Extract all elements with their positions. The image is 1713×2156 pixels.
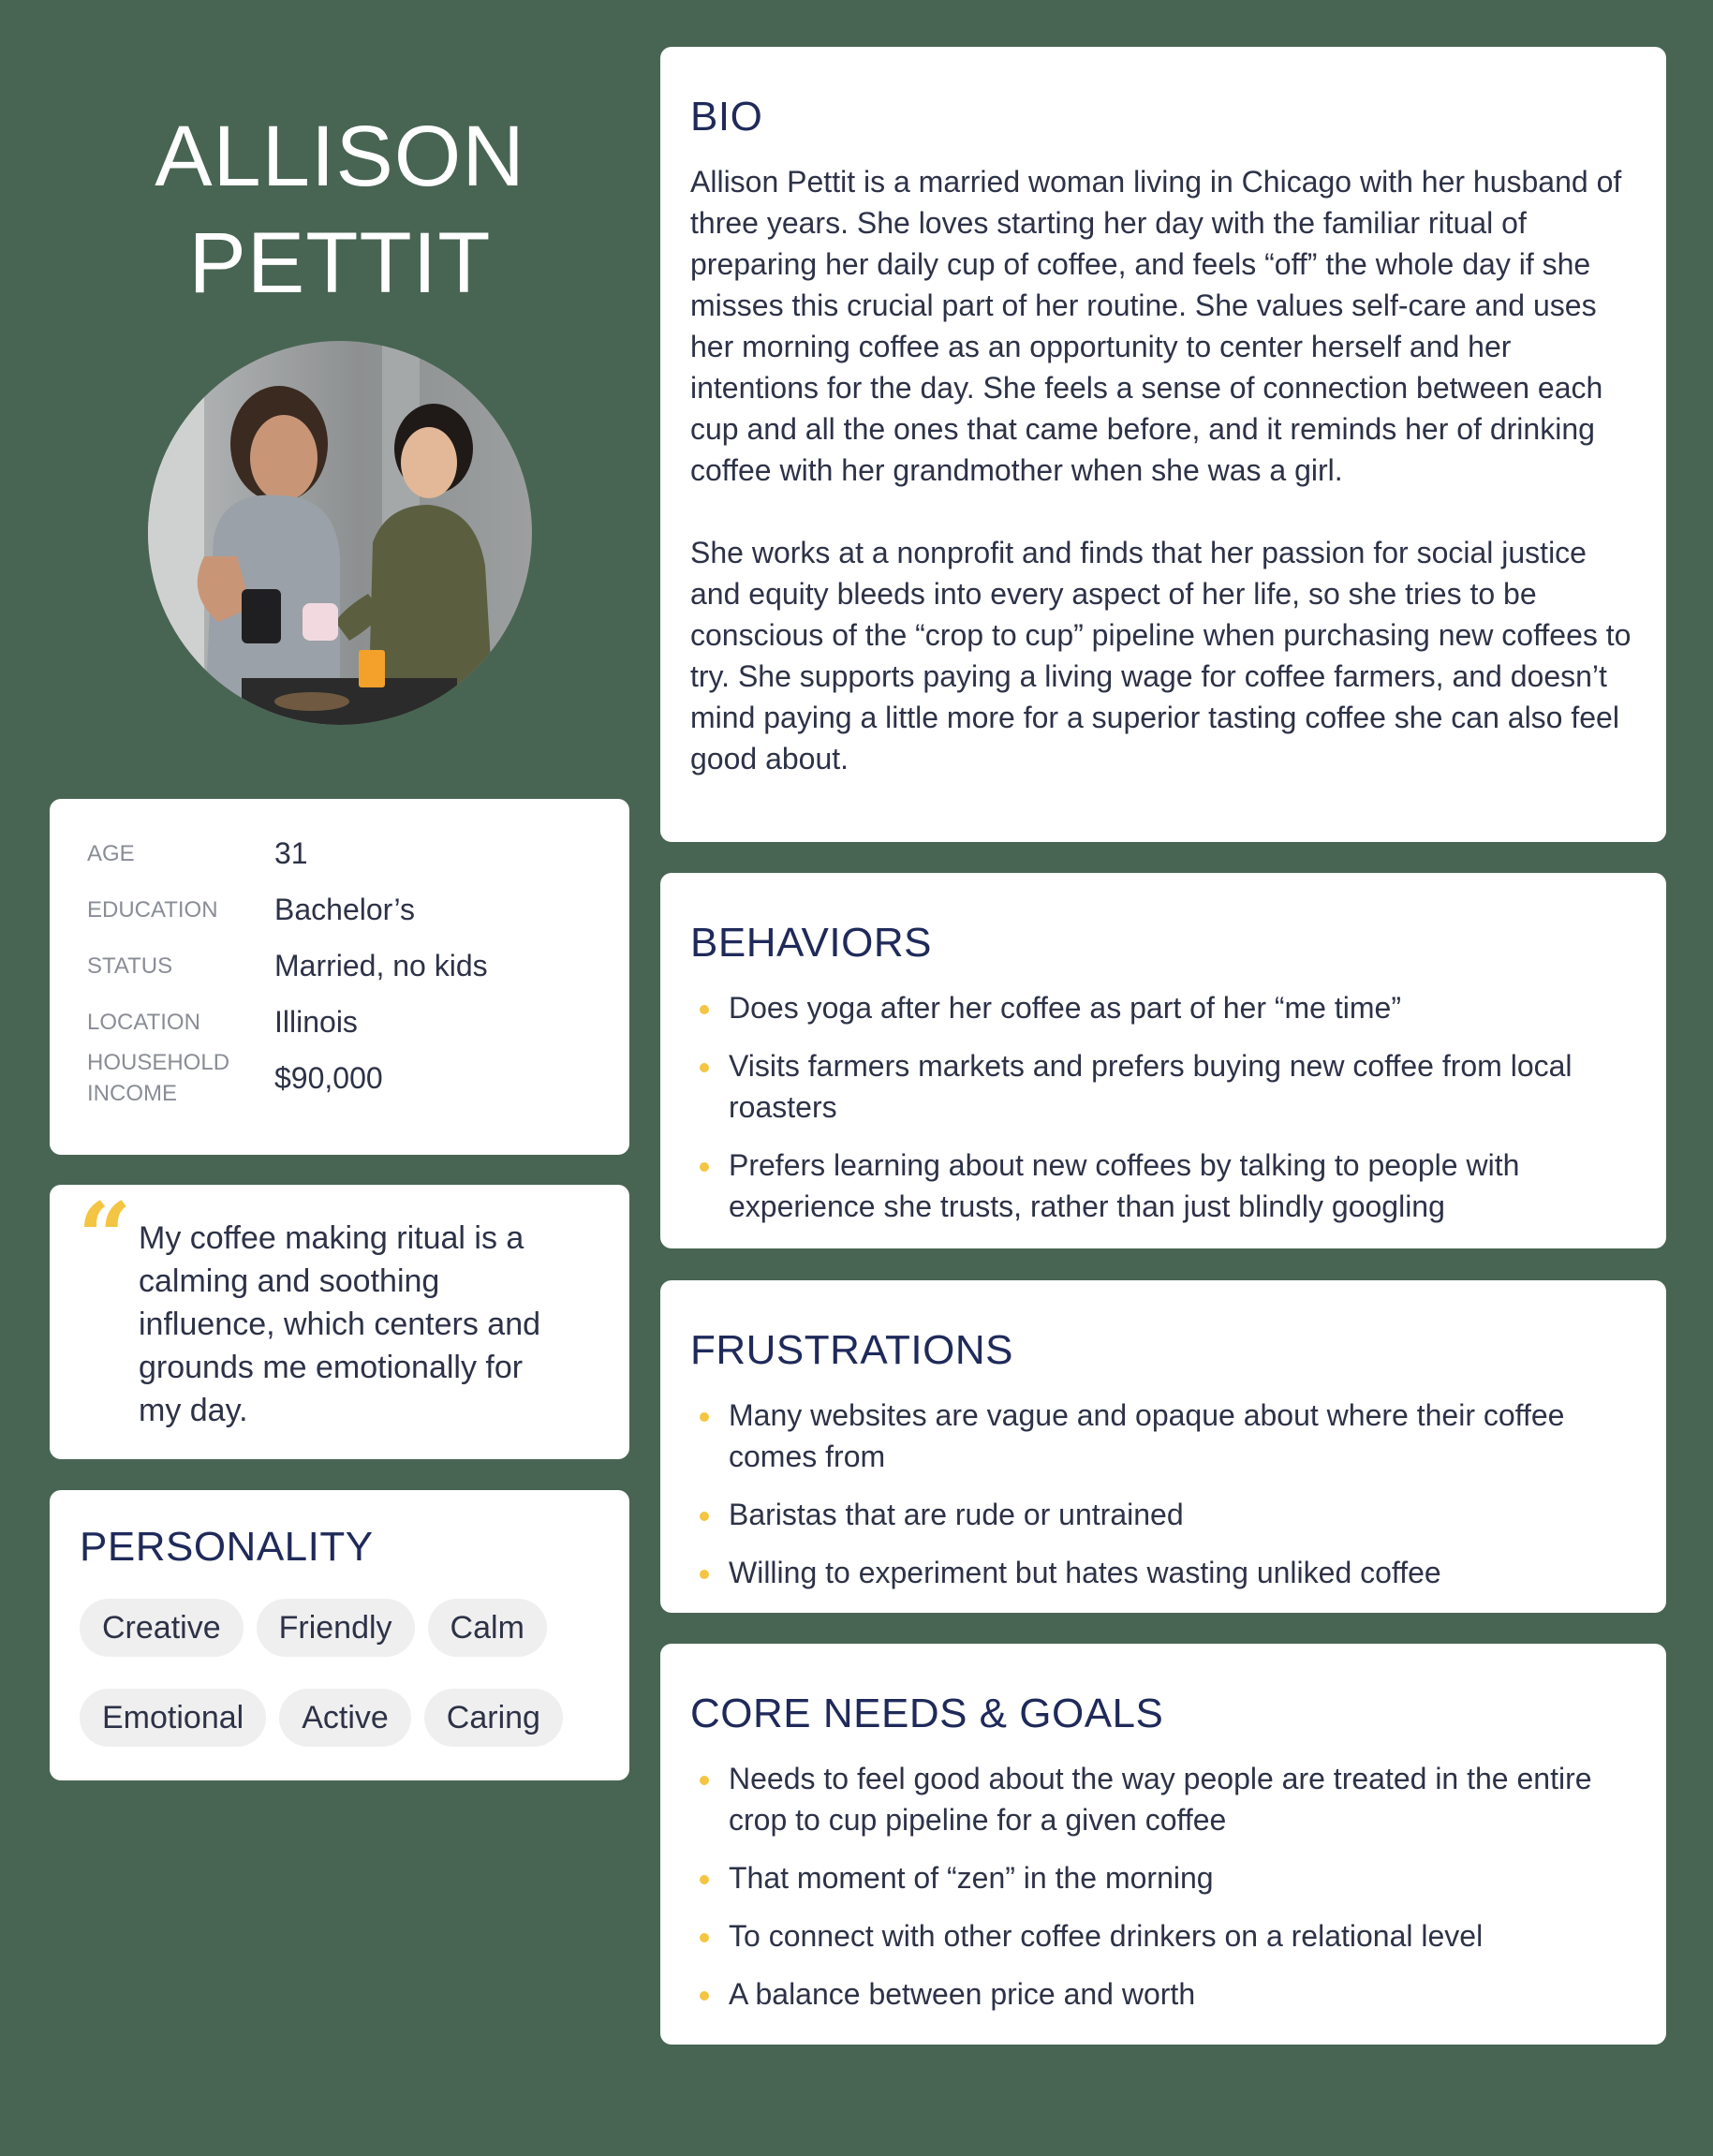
fact-row-income (87, 1050, 592, 1106)
fact-label: AGE (87, 840, 135, 866)
persona-name (50, 103, 630, 317)
list-item: Does yoga after her coffee as part of her “me time” (690, 987, 1634, 1028)
fact-label: STATUS (87, 952, 173, 979)
fact-row-education (87, 881, 592, 938)
list-item: Prefers learning about new coffees by talking to people with experience she trusts, rather than just blindly googling (690, 1144, 1634, 1227)
fact-value: $90,000 (274, 1060, 383, 1095)
list-item: That moment of “zen” in the morning (690, 1857, 1634, 1898)
personality-tag: Emotional (80, 1689, 266, 1747)
behaviors-title: BEHAVIORS (690, 920, 932, 966)
fact-value: Married, no kids (274, 948, 488, 982)
frustrations-card (660, 1280, 1666, 1613)
fact-row-status (87, 938, 592, 994)
personality-tag: Caring (424, 1689, 563, 1747)
fact-label: HOUSEHOLD INCOME (87, 1050, 230, 1106)
fact-value: 31 (274, 835, 308, 870)
demographics-card (50, 799, 629, 1155)
bio-paragraph: She works at a nonprofit and finds that her passion for social justice and equity bleeds into every aspect of her life, so she tries to be conscious of the “crop to cup” pipeline when purchasing new coffees to try. She supports paying a living wage for coffee farmers, and doesn’t mind paying a little more for a superior tasting coffee she can also feel good about. (690, 536, 1632, 775)
personality-tag: Calm (428, 1599, 547, 1657)
list-item: To connect with other coffee drinkers on a relational level (690, 1915, 1634, 1957)
personality-tag: Creative (80, 1599, 244, 1657)
behaviors-card (660, 873, 1666, 1248)
personality-tag: Friendly (257, 1599, 415, 1657)
quote-text: My coffee making ritual is a calming and soothing influence, which centers and grounds me emotionally for my day. (139, 1220, 541, 1428)
personality-card (50, 1490, 629, 1780)
quote-card (50, 1182, 629, 1459)
persona-name-last: PETTIT (188, 215, 492, 311)
needs-goals-title: CORE NEEDS & GOALS (690, 1691, 1164, 1736)
fact-row-age (87, 825, 592, 881)
list-item: A balance between price and worth (690, 1973, 1634, 2015)
behaviors-list (690, 987, 1634, 1227)
bio-card (660, 47, 1666, 842)
needs-goals-card (660, 1644, 1666, 2045)
personality-title: PERSONALITY (80, 1524, 374, 1570)
list-item: Willing to experiment but hates wasting unliked coffee (690, 1552, 1634, 1593)
fact-label: EDUCATION (87, 896, 218, 923)
needs-goals-list (690, 1758, 1634, 2015)
fact-row-location (87, 994, 592, 1050)
list-item: Needs to feel good about the way people are treated in the entire crop to cup pipeline for a given coffee (690, 1758, 1634, 1840)
frustrations-title: FRUSTRATIONS (690, 1327, 1013, 1373)
persona-name-first: ALLISON (155, 109, 525, 204)
personality-tag: Active (279, 1689, 411, 1747)
persona-photo (148, 341, 532, 725)
personality-tags (80, 1599, 599, 1747)
frustrations-list (690, 1395, 1634, 1593)
couple-coffee-photo-icon (148, 341, 532, 725)
fact-value: Bachelor’s (274, 892, 416, 926)
fact-value: Illinois (274, 1004, 358, 1039)
list-item: Baristas that are rude or untrained (690, 1494, 1634, 1535)
fact-label: LOCATION (87, 1009, 200, 1035)
bio-title: BIO (690, 94, 763, 140)
list-item: Many websites are vague and opaque about where their coffee comes from (690, 1395, 1634, 1477)
bio-paragraph: Allison Pettit is a married woman living in Chicago with her husband of three years. She loves starting her day with the familiar ritual of preparing her daily cup of coffee, and feels “off” the whole day if she misses this crucial part of her routine. She values self-care and uses her morning coffee as an opportunity to center herself and her intentions for the day. She feels a sense of connection between each cup and all the ones that came before, and it reminds her of drinking coffee with her grandmother when she was a girl. (690, 165, 1622, 487)
quote-mark-icon: “ (78, 1182, 132, 1292)
list-item: Visits farmers markets and prefers buying new coffee from local roasters (690, 1045, 1634, 1128)
